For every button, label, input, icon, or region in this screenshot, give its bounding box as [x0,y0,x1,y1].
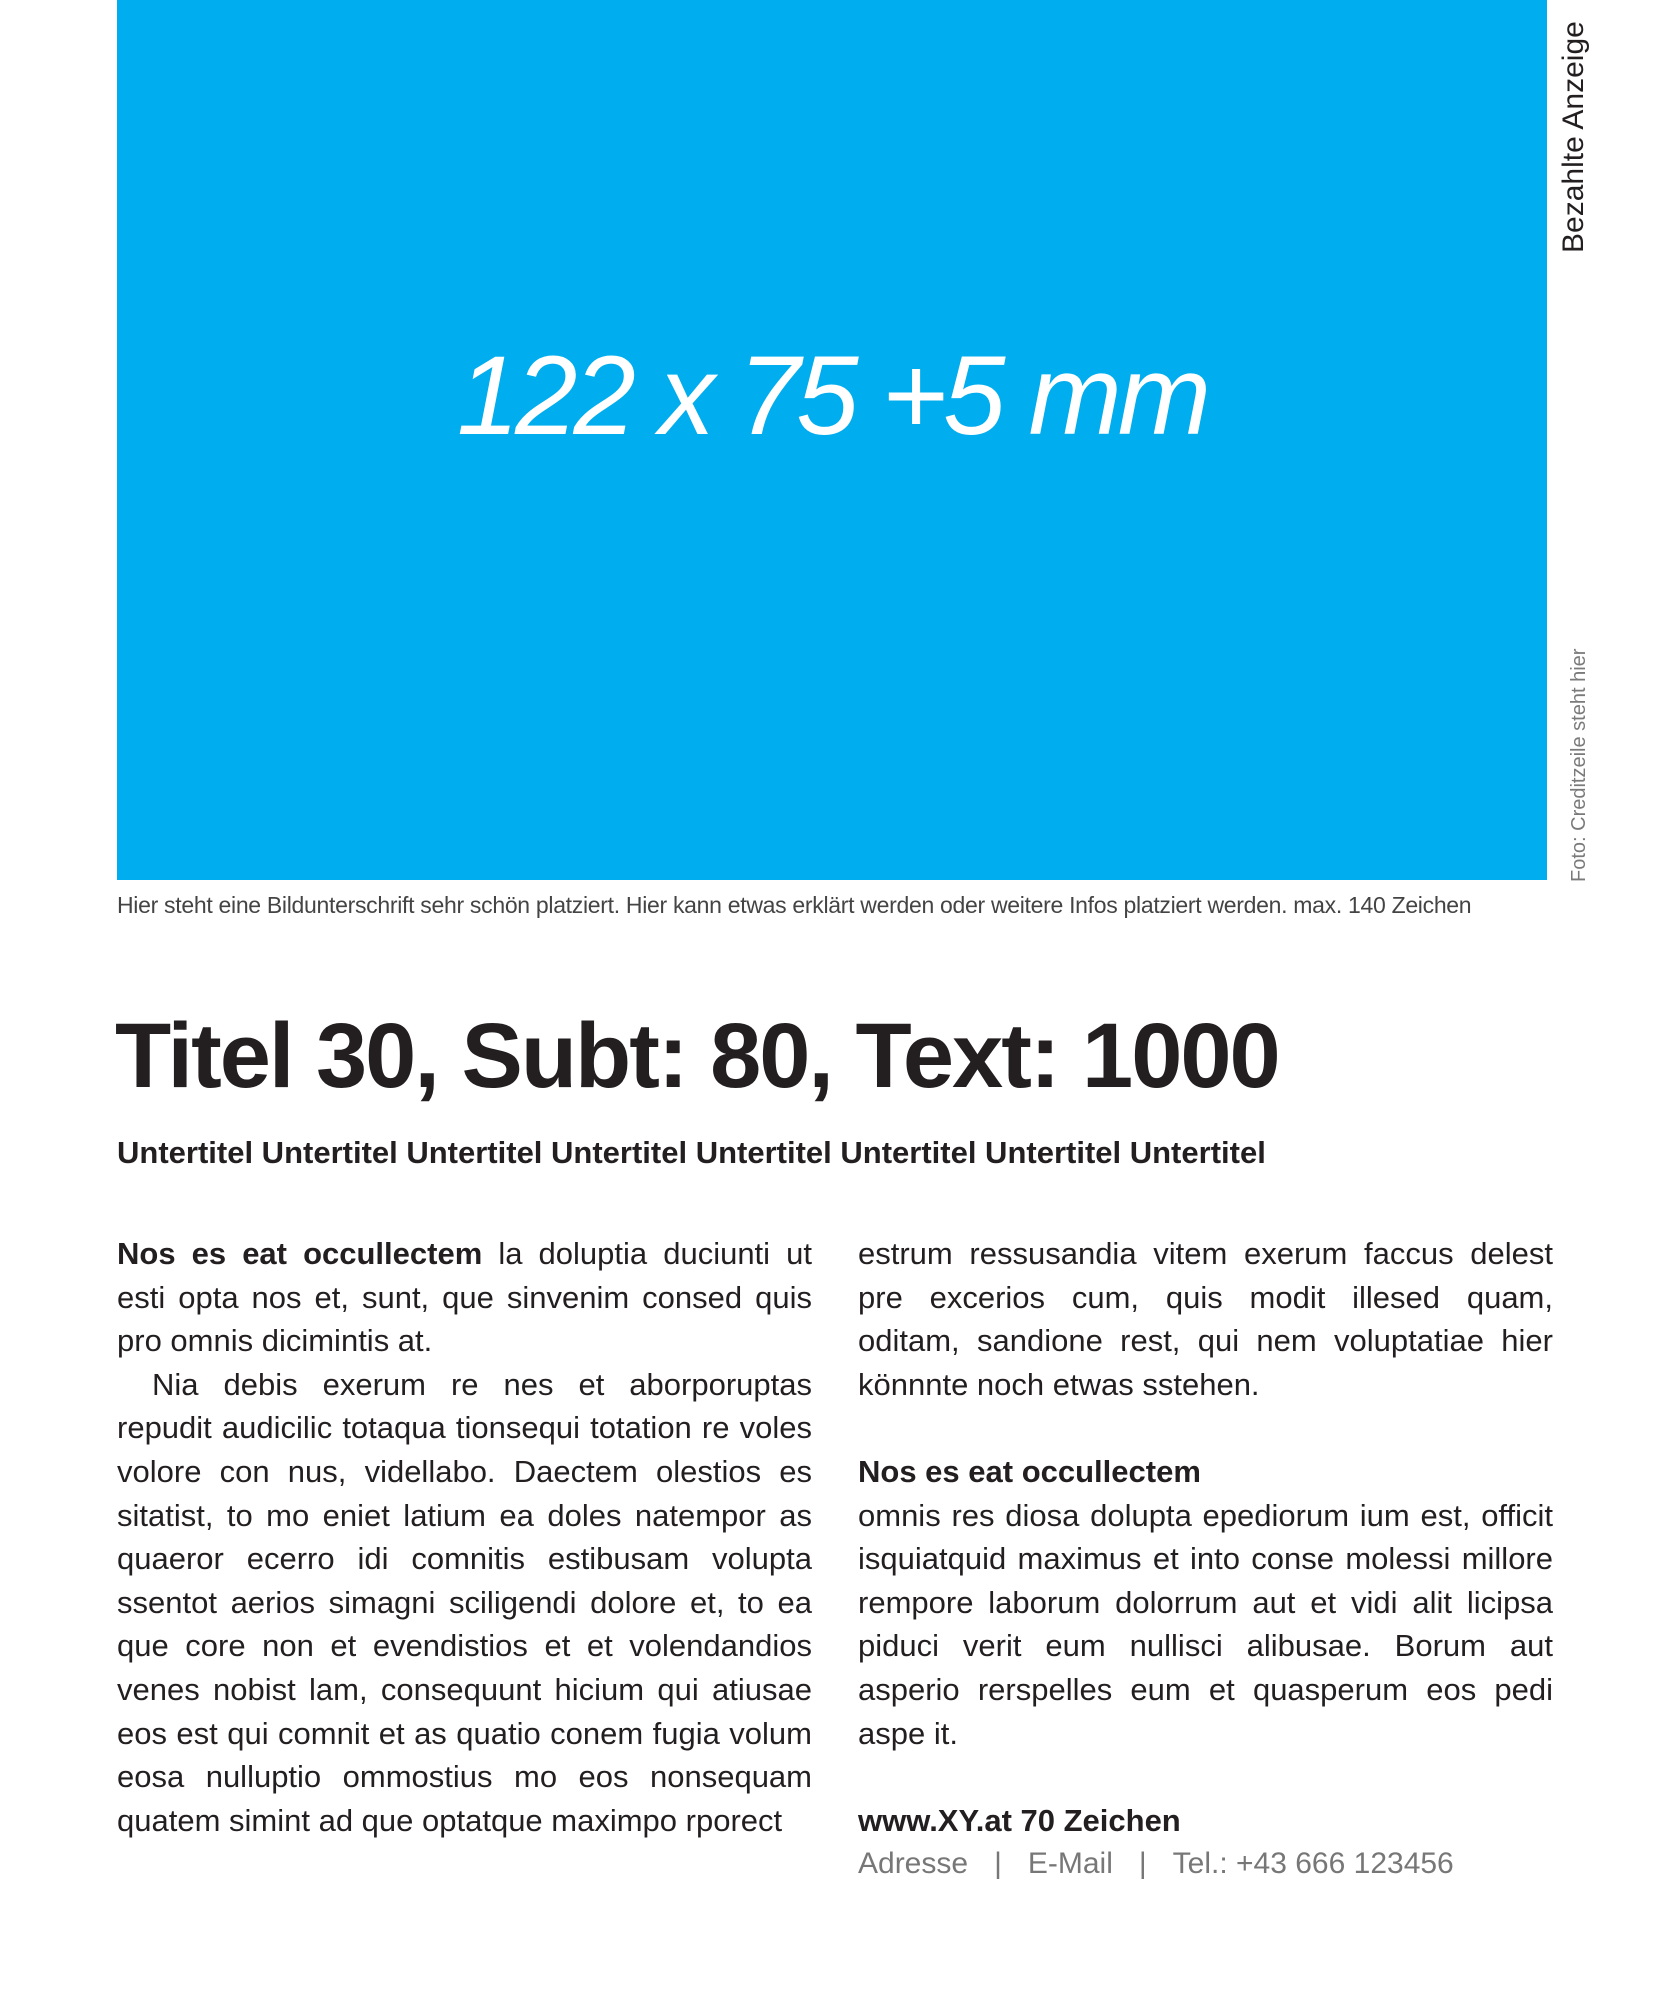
image-caption: Hier steht eine Bildunterschrift sehr schön platziert. Hier kann etwas erklärt werden oder weitere Infos platziert werden. max. 140 Zeichen [117,892,1472,918]
image-size-label: 122 x 75 +5 mm [456,333,1208,458]
contact-email[interactable]: E-Mail [1027,1847,1113,1881]
contact-line [858,1842,1553,1886]
lead-in: Nos es eat occullectem [117,1236,483,1271]
body-paragraph-2-continued: estrum ressusandia vitem exerum faccus delest pre excerios cum, quis modit illesed quam, oditam, sandione rest, qui nem voluptatiae hier könnnte noch etwas sstehen. [858,1236,1553,1402]
article-title: Titel 30, Subt: 80, Text: 1000 [115,1005,1279,1107]
separator: | [994,1847,1002,1881]
contact-address: Adresse [858,1847,969,1881]
body-column-right [858,1232,1553,1886]
body-paragraph-3: omnis res diosa dolupta epediorum ium est, officit isquiatquid maximus et into conse molessi millore rempore laborum dolorrum aut et vidi alit licipsa piduci verit eum nullisci alibusae. Borum aut asperio rerspelles eum et quasperum eos pedi aspe it. [858,1497,1553,1751]
separator: | [1138,1847,1147,1881]
contact-phone[interactable]: Tel.: +43 666 123456 [1172,1847,1454,1881]
image-placeholder [117,0,1547,880]
website-link[interactable]: www.XY.at 70 Zeichen [858,1802,1181,1838]
body-paragraph-2: Nia debis exerum re nes et aborporuptas repudit audicilic totaqua tionsequi totation re voles volore con nus, videllabo. Daectem olestios es sitatist, to mo eniet latium ea doles natempor as quaeror ecerro idi comnitis estibusam volupta ssentot aerios simagni sciligendi dolore et, to ea que core non et evendistios et et volendandios venes nobist lam, consequunt hicium qui atiusae eos est qui comnit et as quatio conem fugia volum eosa nulluptio ommostius mo eos nonsequam quatem simint ad que optatque maximpo rporect [117,1366,812,1838]
paragraph-1-text: la doluptia duciunti ut esti opta nos et, sunt, que sinvenim consed quis pro omnis dicimintis at. [117,1236,812,1359]
photo-credit: Foto: Creditzeile steht hier [1568,648,1590,882]
ad-marker: Bezahlte Anzeige [1557,21,1590,253]
article-subtitle: Untertitel Untertitel Untertitel Untertitel Untertitel Untertitel Untertitel Untertitel [117,1135,1266,1170]
body-column-left [117,1232,812,1842]
body-paragraph-1 [117,1232,812,1363]
section-heading: Nos es eat occullectem [858,1453,1201,1489]
